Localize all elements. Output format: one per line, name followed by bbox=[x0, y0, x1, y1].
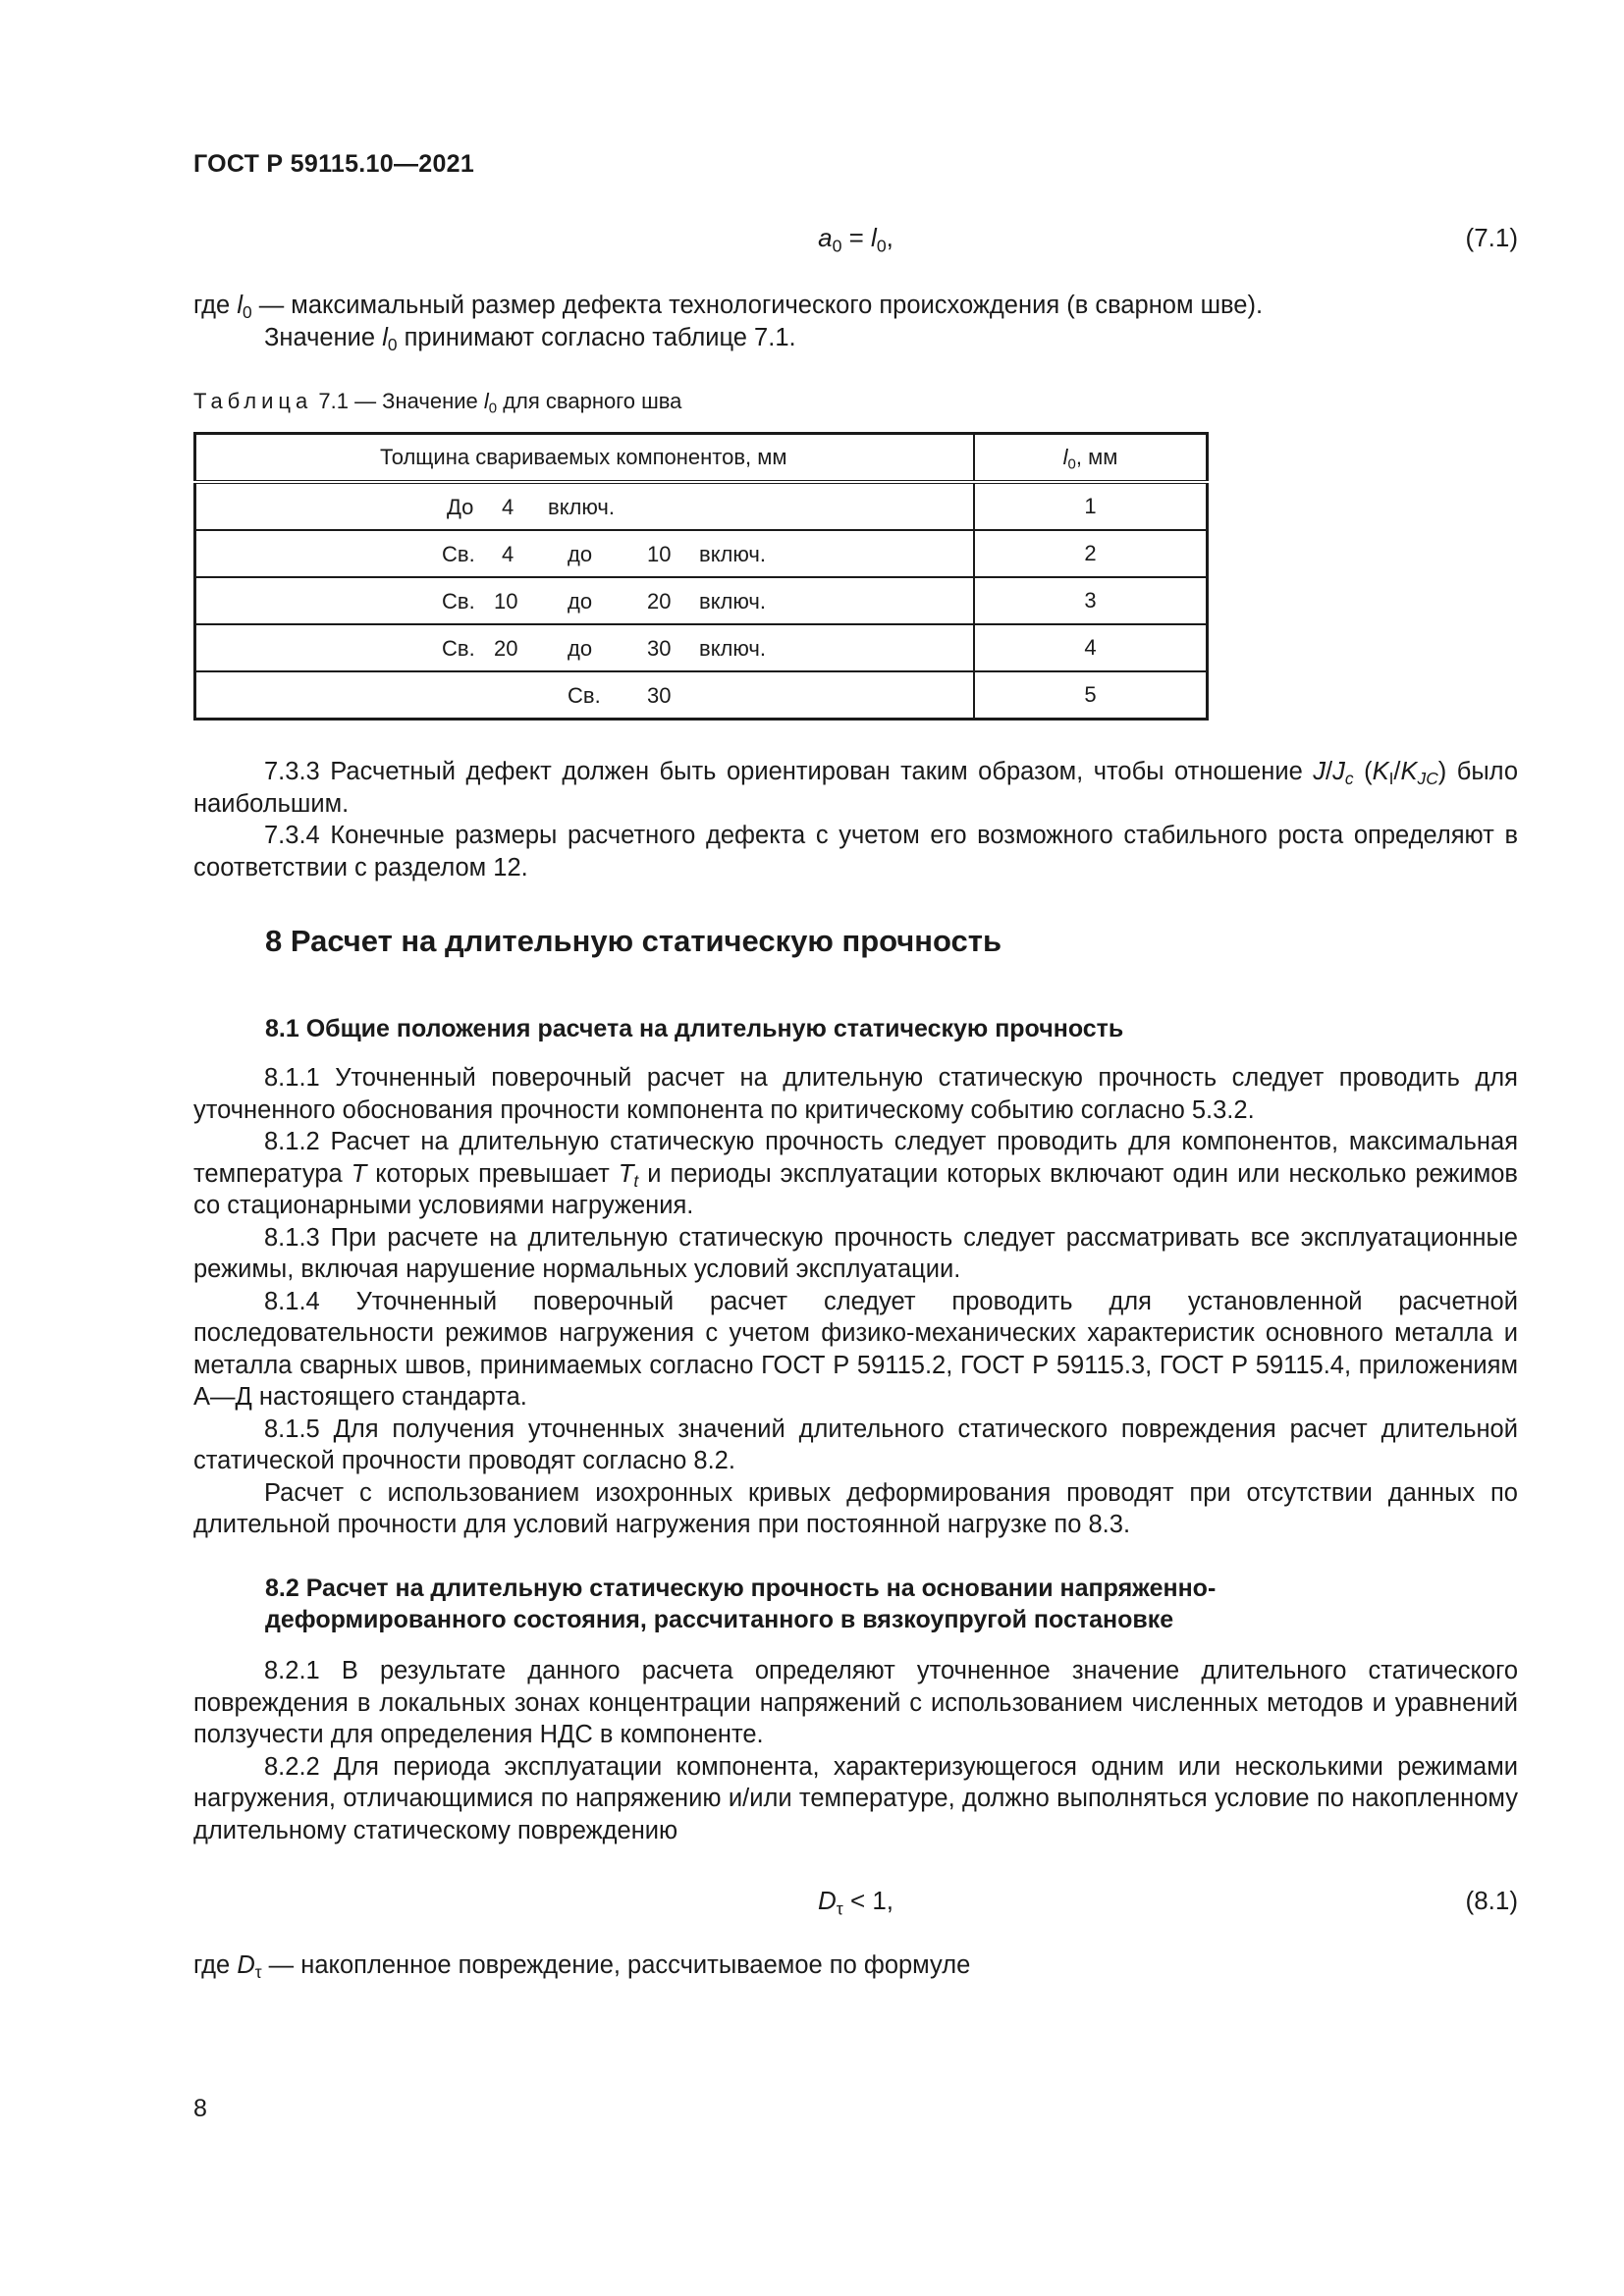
paragraph-8-1-2: 8.1.2 Расчет на длительную статическую прочность следует проводить для компонентов, максимальная температура T которых превышает $T_t$ и периоды эксплуатации которых включают один или несколько режимов со стационарными условиями нагружения. bbox=[193, 1128, 1518, 1219]
formula-7-1-expression: $a_0 = l_0$, bbox=[818, 223, 893, 256]
where-l0-line: где $l_0$ — максимальный размер дефекта технологического происхождения (в сварном шве). bbox=[193, 292, 1264, 323]
table-cell-value: 3 bbox=[974, 577, 1208, 624]
table-cell-thickness: Св. 30 bbox=[195, 671, 975, 720]
table-header-l0: $l_0$, мм bbox=[974, 434, 1208, 483]
table-cell-value: 5 bbox=[974, 671, 1208, 720]
table-cell-thickness: Св. 20 до 30 включ. bbox=[195, 624, 975, 671]
paragraph-8-1-4: 8.1.4 Уточненный поверочный расчет следует проводить для установленной расчетной последовательности режимов нагружения с учетом физико-механических характеристик основного металла и металла сварных швов, принимаемых согласно ГОСТ Р 59115.2, ГОСТ Р 59115.3, ГОСТ Р 59115.4, приложениям А—Д настоящего стандарта. bbox=[193, 1287, 1518, 1411]
section-7-3-paragraphs bbox=[193, 756, 1518, 883]
page-number: 8 bbox=[193, 2095, 207, 2122]
paragraph-7-3-3: 7.3.3 Расчетный дефект должен быть ориентирован таким образом, чтобы отношение $J/J_c$ $(K_I/K_{JC})$ было наибольшим. bbox=[193, 758, 1519, 818]
table-row bbox=[195, 624, 1208, 671]
paragraph-8-1-6: Расчет с использованием изохронных кривых деформирования проводят при отсутствии данных по длительной прочности для условий нагружения при постоянной нагрузке по 8.3. bbox=[193, 1478, 1518, 1538]
table-7-1 bbox=[193, 432, 1209, 721]
table-cell-thickness: Св. 10 до 20 включ. bbox=[195, 577, 975, 624]
table-header-thickness: Толщина свариваемых компонентов, мм bbox=[195, 434, 975, 483]
section-8-1-title: 8.1 Общие положения расчета на длительную статическую прочность bbox=[265, 1015, 1124, 1042]
section-8-1-paragraphs bbox=[193, 1062, 1518, 1541]
paragraph-8-1-1: 8.1.1 Уточненный поверочный расчет на длительную статическую прочность следует проводить для уточненного обоснования прочности компонента по критическому событию согласно 5.3.2. bbox=[193, 1064, 1518, 1124]
paragraph-8-1-3: 8.1.3 При расчете на длительную статическую прочность следует рассматривать все эксплуатационные режимы, включая нарушение нормальных условий эксплуатации. bbox=[193, 1223, 1518, 1283]
table-caption: Таблица 7.1 — Значение $l_0$ для сварного шва bbox=[193, 389, 682, 417]
paragraph-8-1-5: 8.1.5 Для получения уточненных значений длительного статического повреждения расчет длительной статической прочности проводят согласно 8.2. bbox=[193, 1415, 1518, 1474]
where-dt-line: где $D_\tau$ — накопленное повреждение, рассчитываемое по формуле bbox=[193, 1951, 971, 1983]
table-header-row bbox=[195, 434, 1208, 483]
paragraph-8-2-2: 8.2.2 Для периода эксплуатации компонента, характеризующегося одним или несколькими режимами нагружения, отличающимися по напряжению и/или температуре, должно выполняться условие по накопленному длительному статическому повреждению bbox=[193, 1752, 1518, 1844]
where-dt-block bbox=[193, 1949, 1518, 1982]
paragraph-7-3-4: 7.3.4 Конечные размеры расчетного дефекта с учетом его возможного стабильного роста определяют в соответствии с разделом 12. bbox=[193, 822, 1518, 881]
table-row bbox=[195, 671, 1208, 720]
table-cell-value: 1 bbox=[974, 482, 1208, 530]
paragraph-8-2-1: 8.2.1 В результате данного расчета определяют уточненное значение длительного статического повреждения в локальных зонах концентрации напряжений с использованием численных методов и уравнений ползучести для определения НДС в компоненте. bbox=[193, 1657, 1518, 1748]
table-cell-value: 4 bbox=[974, 624, 1208, 671]
table-row bbox=[195, 530, 1208, 577]
formula-7-1 bbox=[193, 223, 1518, 256]
section-8-2-paragraphs bbox=[193, 1655, 1518, 1846]
table-cell-thickness: До 4 включ. bbox=[195, 482, 975, 530]
formula-8-1-number: (8.1) bbox=[1465, 1886, 1518, 1915]
l0-value-note: Значение $l_0$ принимают согласно таблице 7.1. bbox=[264, 323, 796, 354]
document-header: ГОСТ Р 59115.10—2021 bbox=[193, 150, 475, 178]
section-8-title: 8 Расчет на длительную статическую прочность bbox=[265, 924, 1002, 958]
formula-8-1-expression: $D_\tau < 1$, bbox=[817, 1886, 894, 1919]
table-cell-thickness: Св. 4 до 10 включ. bbox=[195, 530, 975, 577]
section-8-2-title: 8.2 Расчет на длительную статическую прочность на основании напряженно- деформированного состояния, рассчитанного в вязкоупругой постановке bbox=[265, 1575, 1217, 1633]
table-cell-value: 2 bbox=[974, 530, 1208, 577]
where-l0-block bbox=[193, 290, 1518, 353]
formula-8-1 bbox=[193, 1886, 1518, 1919]
formula-7-1-number: (7.1) bbox=[1465, 223, 1518, 252]
table-row bbox=[195, 482, 1208, 530]
table-row bbox=[195, 577, 1208, 624]
